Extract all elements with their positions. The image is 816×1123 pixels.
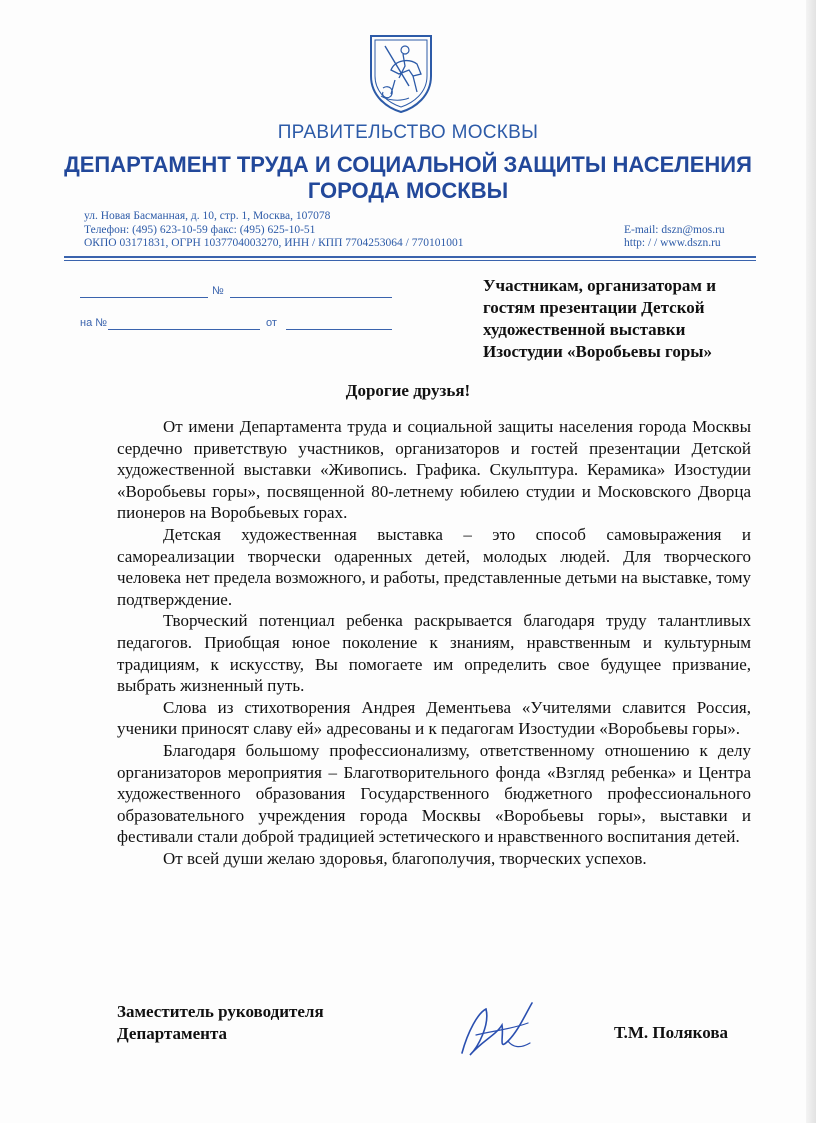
phone-text: Телефон: (495) 623-10-59 факс: (495) 625-10-51: [84, 223, 316, 236]
greeting: Дорогие друзья!: [345, 381, 471, 400]
addressee-line: Участникам, организаторам и: [483, 276, 717, 295]
reply-number-label: на №: [80, 317, 108, 329]
addressee-line: Изостудии «Воробьевы горы»: [483, 342, 713, 361]
moscow-coat-of-arms-icon: [365, 30, 437, 114]
signatory-name: Т.М. Полякова: [614, 1023, 728, 1042]
body-paragraph: От всей души желаю здоровья, благополучия, творческих успехов.: [163, 848, 647, 868]
codes-text: ОКПО 03171831, ОГРН 1037704003270, ИНН / КПП 7704253064 / 770101001: [84, 237, 464, 249]
signatory-title: [117, 1001, 377, 1045]
contact-block: [84, 210, 744, 251]
department-title-line2: ГОРОДА МОСКВЫ: [307, 178, 509, 203]
email-text: E-mail: dszn@mos.ru: [624, 223, 725, 236]
body-paragraph: Слова из стихотворения Андрея Дементьева «Учителями славится Россия, ученики приносят славу ей» адресованы и к педагогам Изостудии «Воробьевы горы».: [117, 697, 751, 739]
body-paragraph: Благодаря большому профессионализму, ответственному отношению к делу организаторов мероприятия – Благотворительного фонда «Взгляд ребенка» и Центра художественного образования Государственного бюджетного профессионального образовательного учреждения города Москвы «Воробьевы горы», выставки и фестивали стали доброй традицией эстетического и нравственного воспитания детей.: [117, 740, 751, 847]
header-divider-thin: [64, 260, 756, 261]
body-paragraph: Творческий потенциал ребенка раскрывается благодаря труду талантливых педагогов. Приобщая юное поколение к знаниям, нравственным и культурным традициям, к искусству, Вы помогаете им определить свое будущее призвание, выбрать жизненный путь.: [117, 611, 751, 696]
outgoing-date-line: [80, 297, 208, 298]
number-sign-label: №: [212, 285, 224, 297]
reply-date-line: [286, 329, 392, 330]
body-paragraph: От имени Департамента труда и социальной защиты населения города Москвы сердечно приветствую участников, организаторов и гостей презентации Детской художественной выставки «Живопись. Графика. Скульптура. Керамика» Изостудии «Воробьевы горы», посвященной 80-летнему юбилею студии и Московского Дворца пионеров на Воробьевых горах.: [117, 417, 751, 523]
government-title: ПРАВИТЕЛЬСТВО МОСКВЫ: [277, 122, 539, 143]
handwritten-signature-icon: [452, 995, 548, 1067]
addressee-line: гостям презентации Детской: [483, 298, 705, 317]
addressee-line: художественной выставки: [483, 320, 686, 339]
signatory-title-line: Департамента: [117, 1024, 228, 1043]
body-paragraph: Детская художественная выставка – это способ самовыражения и самореализации творчески одаренных детей, молодых людей. Для творческого человека нет предела возможного, и работы, представленные детьми на выставке, тому подтверждение.: [117, 524, 751, 609]
letter-body: [117, 416, 751, 869]
address-text: ул. Новая Басманная, д. 10, стр. 1, Москва, 107078: [84, 210, 331, 222]
signatory-title-line: Заместитель руководителя: [117, 1002, 324, 1021]
reply-date-label: от: [266, 317, 277, 329]
website-text: http: / / www.dszn.ru: [624, 237, 721, 249]
addressee-block: [483, 275, 773, 363]
department-title-line1: ДЕПАРТАМЕНТ ТРУДА И СОЦИАЛЬНОЙ ЗАЩИТЫ НАСЕЛЕНИЯ: [64, 152, 752, 177]
outgoing-number-line: [230, 297, 392, 298]
header-divider-thick: [64, 256, 756, 258]
reply-number-line: [108, 329, 260, 330]
scan-edge-shadow: [806, 0, 816, 1123]
